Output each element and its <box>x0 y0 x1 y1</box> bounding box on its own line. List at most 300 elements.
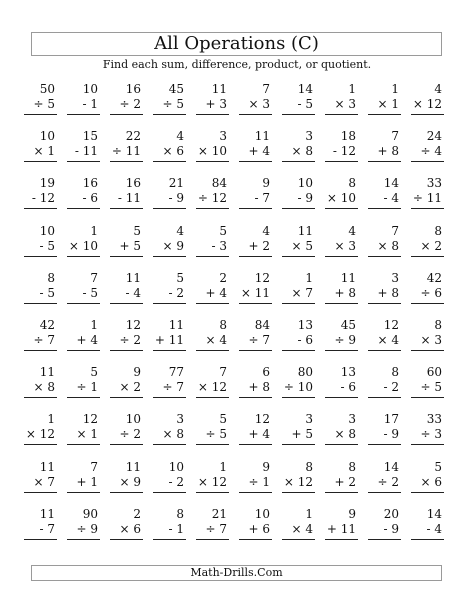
problem-item <box>148 224 191 271</box>
problem-operator-operand: ÷ 2 <box>119 427 141 442</box>
problem-item <box>62 271 105 318</box>
problem-operator-operand: × 9 <box>162 238 184 253</box>
problem-item <box>191 271 234 318</box>
answer-line <box>239 114 272 115</box>
answer-line <box>110 444 143 445</box>
answer-line <box>196 350 229 351</box>
problem-item <box>406 460 449 507</box>
problem-operator-operand: + 11 <box>326 521 356 536</box>
answer-line <box>368 161 401 162</box>
answer-line <box>239 256 272 257</box>
problem-operator-operand: - 4 <box>383 191 399 206</box>
problem-item <box>62 176 105 223</box>
problem-top-operand: 10 <box>39 129 55 144</box>
answer-line <box>411 492 444 493</box>
problem-top-operand: 21 <box>211 506 227 521</box>
problem-top-operand: 18 <box>340 129 356 144</box>
answer-line <box>411 350 444 351</box>
problem-top-operand: 4 <box>176 223 184 238</box>
title-box <box>31 32 442 56</box>
problem-item <box>320 176 363 223</box>
problem-top-operand: 3 <box>176 412 184 427</box>
problem-operator-operand: × 1 <box>33 144 55 159</box>
problem-operator-operand: ÷ 5 <box>420 380 442 395</box>
problem-item <box>191 129 234 176</box>
problem-top-operand: 16 <box>125 82 141 96</box>
problem-operator-operand: + 8 <box>334 285 356 300</box>
answer-line <box>24 256 57 257</box>
problem-operator-operand: - 9 <box>383 521 399 536</box>
answer-line <box>239 444 272 445</box>
problem-item <box>105 271 148 318</box>
answer-line <box>368 444 401 445</box>
problem-operator-operand: × 3 <box>248 97 270 111</box>
problem-operator-operand: + 2 <box>248 238 270 253</box>
problem-top-operand: 13 <box>340 365 356 380</box>
problem-top-operand: 13 <box>297 317 313 332</box>
answer-line <box>153 114 186 115</box>
problem-item <box>105 176 148 223</box>
problem-operator-operand: ÷ 11 <box>412 191 442 206</box>
problem-operator-operand: + 5 <box>291 427 313 442</box>
answer-line <box>411 397 444 398</box>
answer-line <box>325 161 358 162</box>
answer-line <box>24 208 57 209</box>
problem-operator-operand: × 6 <box>162 144 184 159</box>
problem-operator-operand: ÷ 3 <box>420 427 442 442</box>
answer-line <box>196 114 229 115</box>
problem-top-operand: 11 <box>125 270 141 285</box>
problem-operator-operand: × 6 <box>420 474 442 489</box>
problem-item <box>320 224 363 271</box>
problem-operator-operand: - 4 <box>125 285 141 300</box>
problem-operator-operand: - 9 <box>168 191 184 206</box>
problem-top-operand: 42 <box>39 317 55 332</box>
problem-top-operand: 2 <box>219 270 227 285</box>
problem-operator-operand: ÷ 6 <box>420 285 442 300</box>
problem-top-operand: 10 <box>168 459 184 474</box>
problem-item <box>234 271 277 318</box>
answer-line <box>411 114 444 115</box>
problem-operator-operand: + 4 <box>205 285 227 300</box>
problem-top-operand: 84 <box>254 317 270 332</box>
answer-line <box>282 161 315 162</box>
problem-top-operand: 60 <box>426 365 442 380</box>
problem-item <box>277 224 320 271</box>
problem-top-operand: 7 <box>90 459 98 474</box>
problem-operator-operand: - 3 <box>211 238 227 253</box>
problem-item <box>363 82 406 129</box>
problem-operator-operand: ÷ 1 <box>76 380 98 395</box>
problem-item <box>148 507 191 554</box>
answer-line <box>325 444 358 445</box>
problem-top-operand: 3 <box>305 412 313 427</box>
answer-line <box>110 539 143 540</box>
problem-operator-operand: + 11 <box>154 332 184 347</box>
answer-line <box>196 161 229 162</box>
answer-line <box>325 492 358 493</box>
problem-grid <box>19 82 449 554</box>
problem-top-operand: 33 <box>426 176 442 191</box>
problem-top-operand: 8 <box>176 506 184 521</box>
problem-top-operand: 8 <box>219 317 227 332</box>
instructions-text: Find each sum, difference, product, or quotient. <box>102 58 372 71</box>
answer-line <box>110 350 143 351</box>
problem-top-operand: 80 <box>297 365 313 380</box>
problem-top-operand: 3 <box>305 129 313 144</box>
problem-item <box>191 460 234 507</box>
problem-top-operand: 12 <box>383 317 399 332</box>
answer-line <box>368 114 401 115</box>
answer-line <box>153 161 186 162</box>
problem-operator-operand: ÷ 5 <box>33 97 55 111</box>
answer-line <box>282 256 315 257</box>
problem-operator-operand: + 8 <box>377 144 399 159</box>
problem-item <box>191 318 234 365</box>
problem-operator-operand: × 1 <box>76 427 98 442</box>
problem-item <box>234 460 277 507</box>
problem-item <box>62 412 105 459</box>
answer-line <box>411 256 444 257</box>
problem-top-operand: 14 <box>383 459 399 474</box>
problem-item <box>191 365 234 412</box>
problem-top-operand: 8 <box>391 365 399 380</box>
problem-item <box>320 460 363 507</box>
problem-item <box>406 412 449 459</box>
problem-top-operand: 15 <box>82 129 98 144</box>
answer-line <box>411 539 444 540</box>
problem-operator-operand: - 1 <box>82 97 98 111</box>
problem-operator-operand: × 3 <box>420 332 442 347</box>
answer-line <box>67 303 100 304</box>
problem-item <box>234 507 277 554</box>
problem-item <box>19 129 62 176</box>
answer-line <box>411 161 444 162</box>
answer-line <box>325 256 358 257</box>
answer-line <box>196 492 229 493</box>
problem-operator-operand: - 7 <box>39 521 55 536</box>
answer-line <box>368 539 401 540</box>
problem-item <box>277 176 320 223</box>
answer-line <box>325 350 358 351</box>
problem-top-operand: 24 <box>426 129 442 144</box>
answer-line <box>282 114 315 115</box>
answer-line <box>196 539 229 540</box>
answer-line <box>153 350 186 351</box>
problem-top-operand: 5 <box>219 412 227 427</box>
problem-item <box>148 365 191 412</box>
problem-top-operand: 1 <box>90 223 98 238</box>
answer-line <box>282 350 315 351</box>
problem-item <box>148 318 191 365</box>
problem-top-operand: 1 <box>47 412 55 427</box>
problem-operator-operand: - 6 <box>340 380 356 395</box>
answer-line <box>282 303 315 304</box>
problem-top-operand: 84 <box>211 176 227 191</box>
problem-item <box>19 176 62 223</box>
problem-top-operand: 10 <box>39 223 55 238</box>
answer-line <box>24 397 57 398</box>
problem-operator-operand: × 8 <box>334 427 356 442</box>
problem-top-operand: 10 <box>82 82 98 96</box>
problem-item <box>277 82 320 129</box>
problem-top-operand: 7 <box>219 365 227 380</box>
problem-item <box>62 82 105 129</box>
problem-item <box>363 129 406 176</box>
problem-top-operand: 11 <box>39 506 55 521</box>
problem-item <box>19 82 62 129</box>
problem-item <box>19 365 62 412</box>
problem-item <box>320 507 363 554</box>
problem-operator-operand: × 10 <box>197 144 227 159</box>
problem-item <box>277 412 320 459</box>
problem-item <box>234 318 277 365</box>
problem-top-operand: 3 <box>219 129 227 144</box>
problem-operator-operand: ÷ 2 <box>377 474 399 489</box>
problem-item <box>277 460 320 507</box>
problem-top-operand: 4 <box>348 223 356 238</box>
problem-top-operand: 10 <box>125 412 141 427</box>
answer-line <box>282 492 315 493</box>
problem-item <box>191 507 234 554</box>
answer-line <box>24 114 57 115</box>
problem-item <box>363 412 406 459</box>
answer-line <box>282 539 315 540</box>
problem-item <box>191 224 234 271</box>
answer-line <box>110 303 143 304</box>
problem-operator-operand: × 12 <box>25 427 55 442</box>
problem-top-operand: 11 <box>39 459 55 474</box>
problem-top-operand: 4 <box>262 223 270 238</box>
problem-operator-operand: ÷ 1 <box>248 474 270 489</box>
problem-item <box>320 318 363 365</box>
problem-operator-operand: × 10 <box>68 238 98 253</box>
problem-top-operand: 5 <box>133 223 141 238</box>
problem-operator-operand: ÷ 4 <box>420 144 442 159</box>
problem-item <box>62 318 105 365</box>
problem-top-operand: 9 <box>262 176 270 191</box>
problem-operator-operand: - 2 <box>168 285 184 300</box>
problem-operator-operand: ÷ 2 <box>119 97 141 111</box>
problem-operator-operand: + 4 <box>248 427 270 442</box>
footer-credit: Math-Drills.Com <box>190 566 283 579</box>
problem-top-operand: 22 <box>125 129 141 144</box>
problem-top-operand: 1 <box>348 82 356 96</box>
answer-line <box>24 161 57 162</box>
answer-line <box>67 114 100 115</box>
answer-line <box>153 492 186 493</box>
problem-operator-operand: - 11 <box>117 191 141 206</box>
problem-item <box>406 365 449 412</box>
problem-operator-operand: × 3 <box>334 238 356 253</box>
answer-line <box>110 492 143 493</box>
problem-operator-operand: ÷ 11 <box>111 144 141 159</box>
problem-item <box>191 176 234 223</box>
answer-line <box>239 161 272 162</box>
problem-top-operand: 5 <box>219 223 227 238</box>
answer-line <box>67 539 100 540</box>
problem-item <box>19 224 62 271</box>
problem-top-operand: 90 <box>82 506 98 521</box>
problem-top-operand: 8 <box>47 270 55 285</box>
problem-item <box>277 507 320 554</box>
problem-item <box>320 271 363 318</box>
problem-top-operand: 9 <box>133 365 141 380</box>
problem-top-operand: 16 <box>82 176 98 191</box>
problem-item <box>363 224 406 271</box>
answer-line <box>110 161 143 162</box>
problem-item <box>406 271 449 318</box>
answer-line <box>282 208 315 209</box>
answer-line <box>196 444 229 445</box>
footer-box <box>31 565 442 581</box>
problem-operator-operand: ÷ 7 <box>33 332 55 347</box>
problem-item <box>277 365 320 412</box>
answer-line <box>110 397 143 398</box>
problem-operator-operand: ÷ 2 <box>119 332 141 347</box>
answer-line <box>239 397 272 398</box>
problem-operator-operand: × 4 <box>377 332 399 347</box>
answer-line <box>110 208 143 209</box>
answer-line <box>411 444 444 445</box>
problem-operator-operand: × 12 <box>412 97 442 111</box>
problem-item <box>406 318 449 365</box>
problem-top-operand: 11 <box>125 459 141 474</box>
answer-line <box>67 350 100 351</box>
problem-top-operand: 12 <box>82 412 98 427</box>
problem-operator-operand: - 6 <box>82 191 98 206</box>
problem-operator-operand: ÷ 12 <box>197 191 227 206</box>
problem-top-operand: 5 <box>90 365 98 380</box>
answer-line <box>153 208 186 209</box>
problem-item <box>406 82 449 129</box>
problem-operator-operand: ÷ 5 <box>205 427 227 442</box>
answer-line <box>411 208 444 209</box>
problem-operator-operand: - 1 <box>168 521 184 536</box>
answer-line <box>325 539 358 540</box>
problem-operator-operand: - 5 <box>82 285 98 300</box>
problem-top-operand: 21 <box>168 176 184 191</box>
problem-operator-operand: × 6 <box>119 521 141 536</box>
problem-operator-operand: × 12 <box>197 474 227 489</box>
problem-item <box>148 82 191 129</box>
problem-top-operand: 14 <box>383 176 399 191</box>
problem-item <box>105 318 148 365</box>
answer-line <box>411 303 444 304</box>
problem-operator-operand: + 4 <box>76 332 98 347</box>
problem-item <box>277 271 320 318</box>
problem-item <box>320 129 363 176</box>
problem-top-operand: 5 <box>434 459 442 474</box>
problem-item <box>234 412 277 459</box>
answer-line <box>196 303 229 304</box>
answer-line <box>239 539 272 540</box>
answer-line <box>368 303 401 304</box>
answer-line <box>153 539 186 540</box>
problem-operator-operand: - 4 <box>426 521 442 536</box>
problem-top-operand: 1 <box>90 317 98 332</box>
problem-top-operand: 8 <box>434 317 442 332</box>
problem-operator-operand: ÷ 7 <box>162 380 184 395</box>
answer-line <box>153 303 186 304</box>
problem-item <box>363 271 406 318</box>
problem-top-operand: 42 <box>426 270 442 285</box>
problem-operator-operand: × 8 <box>162 427 184 442</box>
problem-operator-operand: - 9 <box>297 191 313 206</box>
problem-top-operand: 5 <box>176 270 184 285</box>
problem-operator-operand: + 1 <box>76 474 98 489</box>
answer-line <box>368 208 401 209</box>
problem-item <box>19 412 62 459</box>
problem-operator-operand: × 7 <box>33 474 55 489</box>
problem-operator-operand: × 10 <box>326 191 356 206</box>
answer-line <box>239 208 272 209</box>
problem-operator-operand: × 3 <box>334 97 356 111</box>
answer-line <box>153 256 186 257</box>
problem-item <box>363 365 406 412</box>
problem-item <box>62 460 105 507</box>
problem-operator-operand: + 3 <box>205 97 227 111</box>
problem-operator-operand: + 6 <box>248 521 270 536</box>
problem-item <box>406 224 449 271</box>
problem-top-operand: 6 <box>262 365 270 380</box>
answer-line <box>153 397 186 398</box>
problem-operator-operand: + 2 <box>334 474 356 489</box>
problem-top-operand: 50 <box>39 82 55 96</box>
problem-top-operand: 8 <box>348 176 356 191</box>
problem-top-operand: 3 <box>391 270 399 285</box>
problem-item <box>62 507 105 554</box>
problem-top-operand: 10 <box>297 176 313 191</box>
problem-top-operand: 7 <box>262 82 270 96</box>
answer-line <box>196 256 229 257</box>
answer-line <box>239 492 272 493</box>
answer-line <box>368 350 401 351</box>
answer-line <box>282 444 315 445</box>
problem-item <box>148 271 191 318</box>
problem-top-operand: 11 <box>211 82 227 96</box>
problem-item <box>148 176 191 223</box>
answer-line <box>368 397 401 398</box>
problem-item <box>105 460 148 507</box>
problem-top-operand: 8 <box>305 459 313 474</box>
problem-item <box>234 176 277 223</box>
problem-operator-operand: × 12 <box>283 474 313 489</box>
problem-top-operand: 7 <box>90 270 98 285</box>
problem-item <box>191 82 234 129</box>
problem-top-operand: 14 <box>426 506 442 521</box>
answer-line <box>325 397 358 398</box>
worksheet-title: All Operations (C) <box>154 33 319 54</box>
problem-top-operand: 11 <box>297 223 313 238</box>
problem-operator-operand: + 5 <box>119 238 141 253</box>
problem-item <box>19 271 62 318</box>
answer-line <box>239 303 272 304</box>
problem-item <box>105 82 148 129</box>
problem-top-operand: 77 <box>168 365 184 380</box>
problem-top-operand: 11 <box>254 129 270 144</box>
problem-operator-operand: - 7 <box>254 191 270 206</box>
problem-top-operand: 4 <box>434 82 442 96</box>
problem-item <box>62 129 105 176</box>
problem-operator-operand: - 6 <box>297 332 313 347</box>
answer-line <box>67 444 100 445</box>
answer-line <box>110 256 143 257</box>
problem-item <box>406 507 449 554</box>
problem-top-operand: 12 <box>125 317 141 332</box>
problem-top-operand: 1 <box>219 459 227 474</box>
problem-operator-operand: × 9 <box>119 474 141 489</box>
